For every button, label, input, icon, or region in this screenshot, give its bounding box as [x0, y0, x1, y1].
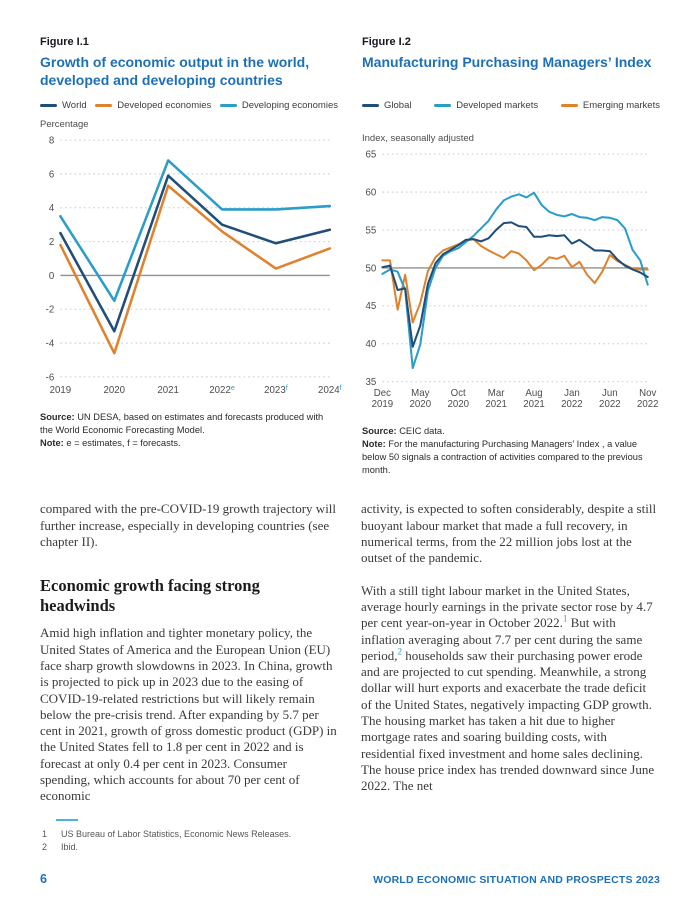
footnotes-block: [40, 819, 660, 855]
figures-row: [40, 36, 660, 477]
figure2-source-note: [362, 425, 660, 477]
right-paragraph-2: [361, 583, 660, 795]
footnote-reference-1: 1: [562, 613, 568, 624]
figure1-source-label: Source:: [40, 412, 75, 423]
svg-text:-6: -6: [45, 372, 55, 384]
right-column: [361, 501, 660, 804]
legend-color-swatch: [95, 104, 112, 107]
figure2-note-text: For the manufacturing Purchasing Managers’ Index , a value below 50 signals a contraction of activities compared to the previous month.: [362, 439, 643, 476]
legend-color-swatch: [434, 104, 451, 107]
footnote-text: Ibid.: [61, 842, 79, 853]
legend-item-developed-markets: [434, 100, 538, 111]
figure2-axis-unit-label: Index, seasonally adjusted: [362, 133, 474, 144]
svg-text:2019: 2019: [49, 385, 72, 397]
legend-label: Emerging markets: [582, 100, 660, 111]
figure1-legend: [40, 100, 338, 111]
svg-text:40: 40: [365, 339, 377, 351]
legend-item-emerging-markets: [561, 100, 660, 111]
page-number: 6: [40, 872, 47, 886]
legend-item-developing-economies: [220, 100, 338, 111]
footnote-number: 2: [42, 842, 48, 853]
legend-color-swatch: [362, 104, 379, 107]
svg-text:Oct: Oct: [450, 387, 466, 399]
figure1-note-text: e = estimates, f = forecasts.: [66, 438, 181, 449]
legend-label: Developed economies: [117, 100, 212, 111]
figure2-title: Manufacturing Purchasing Managers’ Index: [362, 54, 652, 70]
footnote-2: [42, 841, 660, 855]
figure-2: [362, 36, 660, 477]
left-paragraph-continuation: compared with the pre-COVID-19 growth trajectory will further increase, especially in developing countries (see chapter II).: [40, 501, 337, 550]
svg-text:6: 6: [48, 169, 55, 181]
footnote-text: US Bureau of Labor Statistics, Economic News Releases.: [61, 828, 292, 839]
right-paragraph-1: activity, is expected to soften considerably, despite a still buoyant labour market that made a full recovery, in numerical terms, from the 22 million jobs lost at the outset of the pandemic.: [361, 501, 657, 566]
svg-text:Aug: Aug: [525, 387, 543, 399]
legend-color-swatch: [561, 104, 578, 107]
svg-text:45: 45: [365, 301, 377, 313]
legend-label: Developing economies: [241, 100, 338, 111]
figure1-note-label: Note:: [40, 438, 64, 449]
svg-text:50: 50: [365, 263, 377, 275]
footnote-1: [42, 828, 660, 842]
svg-text:2022: 2022: [561, 399, 583, 411]
svg-text:2020: 2020: [447, 399, 470, 411]
svg-text:Jun: Jun: [602, 387, 618, 399]
publication-title: WORLD ECONOMIC SITUATION AND PROSPECTS 2023: [373, 874, 660, 886]
figure2-legend: [362, 100, 660, 111]
right-paragraph-2-text: households saw their purchasing power erode and are projected to cut spending. Meanwhile, a strong dollar will hurt exports and exacerbate the trade deficit of the United States, negatively impacting GDP growth. The housing market has taken a hit due to higher mortgage rates and soaring building costs, with residential fixed investment and home sales declining. The house price index has trended downward since June 2022. The net: [361, 647, 655, 794]
svg-text:55: 55: [365, 225, 377, 237]
legend-label: Global: [384, 100, 412, 111]
svg-text:2020: 2020: [103, 385, 126, 397]
svg-text:2019: 2019: [371, 399, 394, 411]
section-heading: Economic growth facing strong headwinds: [40, 576, 260, 615]
figure2-label: Figure I.2: [362, 36, 411, 48]
footnote-reference-2: 2: [397, 646, 402, 657]
footnote-separator-rule: [56, 819, 78, 821]
svg-text:2021: 2021: [523, 399, 545, 411]
page-footer: [40, 872, 660, 886]
right-paragraph-2-text: But with inflation averaging about 7.7 per cent during the same period,: [361, 615, 643, 663]
legend-item-global: [362, 100, 411, 111]
figure1-source-note: [40, 411, 338, 450]
body-text: [40, 501, 660, 804]
svg-text:2023f: 2023$^f$: [264, 383, 288, 397]
svg-text:8: 8: [48, 135, 55, 147]
legend-color-swatch: [220, 104, 237, 107]
figure1-axis-unit-label: Percentage: [40, 119, 89, 130]
figure2-note-label: Note:: [362, 439, 386, 450]
right-paragraph-2-text: With a still tight labour market in the United States, average hourly earnings in the private sector rose by 4.7 per cent year-on-year in October 2022.: [361, 582, 653, 631]
svg-text:0: 0: [48, 270, 55, 282]
svg-text:65: 65: [365, 149, 377, 161]
figure-1: [40, 36, 342, 477]
legend-item-developed-economies: [95, 100, 211, 111]
svg-text:2022e: 2022e: [209, 383, 235, 397]
legend-color-swatch: [40, 104, 57, 107]
figure2-line-chart: [362, 148, 660, 415]
svg-text:Mar: Mar: [487, 387, 505, 399]
svg-text:2024f: 2024$^f$: [318, 383, 342, 397]
figure1-label: Figure I.1: [40, 36, 89, 48]
svg-text:May: May: [411, 387, 430, 399]
svg-text:2022: 2022: [636, 399, 659, 411]
svg-text:35: 35: [365, 377, 377, 389]
left-paragraph-2: Amid high inflation and tighter monetary policy, the United States of America and the European Union (EU) face sharp growth slowdowns in 2023. In China, growth is projected to pick up in 2023 due to the easing of COVID-19-related restrictions but will likely remain below the pre-crisis trend. After expanding by 5.7 per cent in 2021, growth of gross domestic product (GDP) in the United States fell to 1.8 per cent in 2022 and is forecast at only 0.4 per cent in 2023. Consumer spending, which accounts for about 70 per cent of economic: [40, 625, 337, 804]
figure1-title: Growth of economic output in the world, developed and developing countries: [40, 54, 310, 88]
svg-text:Dec: Dec: [373, 387, 392, 399]
figure1-line-chart: [40, 134, 342, 401]
figure1-source-text: UN DESA, based on estimates and forecasts produced with the World Economic Forecasting Model.: [40, 412, 324, 436]
svg-text:60: 60: [365, 187, 377, 199]
svg-text:Jan: Jan: [564, 387, 580, 399]
svg-text:2: 2: [48, 236, 55, 248]
legend-label: Developed markets: [456, 100, 539, 111]
svg-text:2020: 2020: [409, 399, 432, 411]
legend-item-world: [40, 100, 87, 111]
svg-text:2021: 2021: [485, 399, 507, 411]
svg-text:4: 4: [48, 203, 55, 215]
svg-text:-2: -2: [45, 304, 55, 316]
svg-text:2021: 2021: [157, 385, 179, 397]
figure2-source-label: Source:: [362, 426, 397, 437]
figure2-source-text: CEIC data.: [399, 426, 445, 437]
svg-text:2022: 2022: [599, 399, 621, 411]
legend-label: World: [62, 100, 87, 111]
svg-text:Nov: Nov: [639, 387, 657, 399]
footnote-number: 1: [42, 828, 48, 839]
svg-text:-4: -4: [45, 338, 55, 350]
left-column: [40, 501, 339, 804]
